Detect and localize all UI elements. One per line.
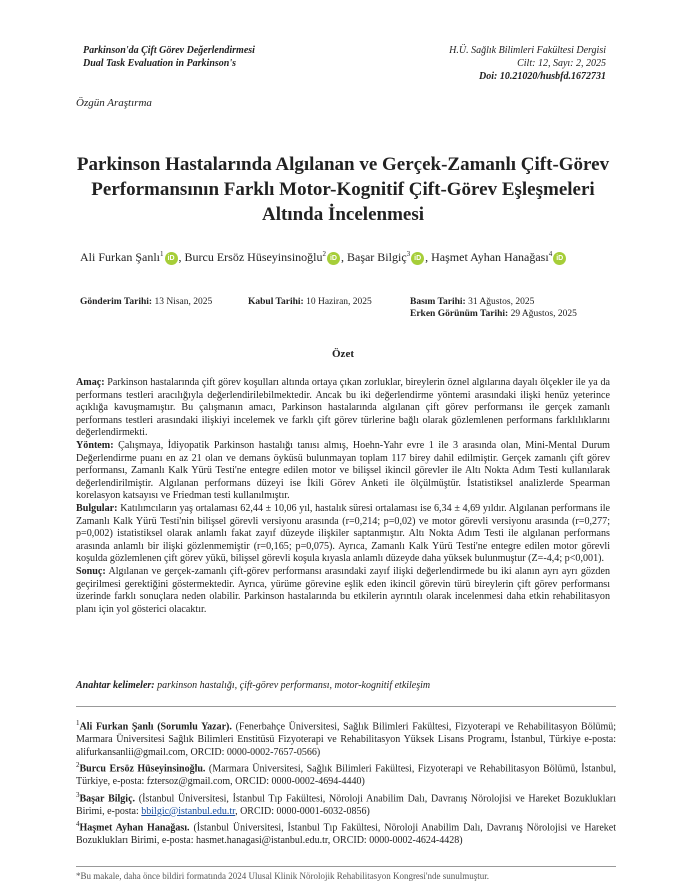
author-footnotes: [76, 717, 616, 848]
author-affiliation-mark: 2: [322, 250, 326, 258]
paper-title: Parkinson Hastalarında Algılanan ve Gerçek-Zamanlı Çift-Görev Performansının Farklı Motor-Kognitif Çift-Görev Eşleşmeleri Altında İncelenmesi: [76, 154, 610, 225]
early-view-date: Erken Görünüm Tarihi: 29 Ağustos, 2025: [410, 309, 577, 319]
published-date: Basım Tarihi: 31 Ağustos, 2025: [410, 297, 535, 307]
orcid-icon[interactable]: iD: [327, 252, 340, 265]
running-title-en: Dual Task Evaluation in Parkinson's: [83, 58, 237, 69]
footnote: $^1$Ali Furkan Şanlı (Sorumlu Yazar). (Fenerbahçe Üniversitesi, Sağlık Bilimleri Fakültesi, Fizyoterapi ve Rehabilitasyon Bölümü; Marmara Üniversitesi Sağlık Bilimleri Enstitüsü Fizyoterapi ve Rehabilitasyon Yüksek Lisans Programı, İstanbul, Türkiye e-posta: alifurkansanlii@gmail.com, ORCID: 0000-0002-7657-0566): [76, 719, 617, 758]
journal-name: H.Ü. Sağlık Bilimleri Fakültesi Dergisi: [449, 45, 606, 56]
orcid-icon[interactable]: iD: [411, 252, 424, 265]
footnote: $^2$Burcu Ersöz Hüseyinsinoğlu. (Marmara Üniversitesi, Sağlık Bilimleri Fakültesi, Fizyoterapi ve Rehabilitasyon Bölümü, İstanbul, Türkiye, e-posta: fztersoz@gmail.com, ORCID: 0000-0002-4694-4440): [76, 761, 616, 788]
submitted-date: Gönderim Tarihi: 13 Nisan, 2025: [80, 297, 213, 307]
footnote-divider-bottom: [76, 866, 616, 867]
email-link[interactable]: bbilgic@istanbul.edu.tr: [141, 805, 236, 817]
author-affiliation-mark: 1: [160, 250, 164, 258]
presentation-note: *Bu makale, daha önce bildiri formatında 2024 Ulusal Klinik Nörolojik Rehabilitasyon Kongresi'nde sunulmuştur.: [76, 871, 490, 881]
footnote: $^3$Başar Bilgiç. (İstanbul Üniversitesi, İstanbul Tıp Fakültesi, Nöroloji Anabilim Dalı, Davranış Nörolojisi ve Hareket Bozuklukları Birimi, e-posta: bbilgic@istanbul.edu.tr, ORCID: 0000-0001-6032-0856): [76, 790, 616, 817]
author-affiliation-mark: 3: [406, 250, 411, 258]
abstract-method: Yöntem: Çalışmaya, İdiyopatik Parkinson hastalığı tanısı almış, Hoehn-Yahr evre 1 ile 3 arasında olan, Mini-Mental Durum Değerlendirme puanı en az 21 olan ve demans öyküsü bulunmayan toplam 117 birey dahil edilmiştir. Gerçek zamanlı çift görev performansı, Zamanlı Kalk Yürü Testi'ne entegre edilen motor ve bilişsel ikincil görevler ile Altı Nokta Adım Testi kullanılarak değerlendirilmiştir. Algılanan performans düzeyi ise İkili Görev Anketi ile ölçülmüştür. İstatistiksel analizlerde Spearman korelasyon katsayısı ve Friedman testi kullanılmıştır.: [76, 439, 610, 502]
author-name: Başar Bilgiç: [346, 250, 407, 264]
abstract-aim: Amaç: Parkinson hastalarında çift görev koşulları altında ortaya çıkan zorluklar, bireylerin öznel algılarına dayalı ölçekler ile ya da performans testleri aracılığıyla değerlendirilebilmektedir. Ancak bu iki değerlendirme yöntemi arasındaki ilişki henüz yeterince açıklığa kavuşmamıştır. Bu çalışmanın amacı, Parkinson hastalarında algılanan çift görev performansı ile gerçek zamanlı performans testleri arasındaki ilişkiyi incelemek ve farklı çift görev türlerine bağlı olarak gözlemlenen performans farklılıklarını değerlendirmekti.: [76, 377, 610, 439]
footnote-divider: [76, 706, 616, 707]
orcid-icon[interactable]: iD: [165, 252, 178, 265]
published-dates: [410, 296, 577, 320]
abstract-heading: Özet: [332, 348, 354, 360]
abstract-results: Bulgular: Katılımcıların yaş ortalaması 62,44 ± 10,06 yıl, hastalık süresi ortalaması ise 6,34 ± 4,69 yıldır. Algılanan performans ile Zamanlı Kalk Yürü Testi'nin bilişsel görevli versiyonu arasında (r=0,214; p=0,02) ve motor görevli versiyonu arasında (r=0,277; p=0,002) istatistiksel olarak anlamlı fakat zayıf düzeyde ilişkiler saptanmıştır. Altı Nokta Adım Testi ile algılanan performans arasında anlamlı bir ilişki gözlenmemiştir (r=0,165; p=0,075). Ayrıca, Zamanlı Kalk Yürü Testi'ne entegre edilen motor görevli koşulda gözlemlenen çift görev yükü, bilişsel görevli koşula kıyasla anlamlı düzeyde daha yüksek bulunmuştur (Z=-4,4; p<0,001).: [76, 502, 610, 565]
author-affiliation-mark: 4: [548, 250, 553, 258]
author-name: Ali Furkan Şanlı: [80, 250, 160, 264]
orcid-icon[interactable]: iD: [553, 252, 566, 265]
doi: Doi: 10.21020/husbfd.1672731: [479, 71, 606, 82]
running-header-left: [83, 44, 255, 70]
footnote: $^4$Haşmet Ayhan Hanağası. (İstanbul Üniversitesi, İstanbul Tıp Fakültesi, Nöroloji Anabilim Dalı, Davranış Nörolojisi ve Hareket Bozuklukları Birimi, e-posta: hasmet.hanagasi@istanbul.edu.tr, ORCID: 0000-0002-4624-4428): [76, 820, 616, 847]
keywords: Anahtar kelimeler: parkinson hastalığı, çift-görev performansı, motor-kognitif etkileşim: [76, 680, 431, 691]
abstract-body: [76, 377, 610, 616]
running-header-right: [449, 44, 606, 83]
running-title-tr: Parkinson'da Çift Görev Değerlendirmesi: [83, 45, 255, 56]
author-name: Burcu Ersöz Hüseyinsinoğlu: [184, 250, 323, 264]
article-type: Özgün Araştırma: [76, 97, 152, 109]
abstract-conclusion: Sonuç: Algılanan ve gerçek-zamanlı çift-görev performansı arasındaki zayıf ilişki değerlendirmede bu iki alanın ayrı ayrı gözden geçirilmesi gerektiğini göstermektedir. Ayrıca, yürüme görevine eşlik eden ikincil görevin türü bireylerin çift görev performansı üzerinde farklı sonuçlara neden olabilir. Parkinson hastalarında bu etkilerin ayrıntılı olarak incelenmesi daha etkin rehabilitasyon planı için yol gösterici olacaktır.: [76, 565, 610, 615]
author-name: Haşmet Ayhan Hanağası: [431, 250, 549, 264]
author-list: Ali Furkan Şanlı$^1$iD , Burcu Ersöz Hüseyinsinoğlu$^2$iD , Başar Bilgiç$^3$iD , Haşmet Ayhan Hanağası$^4$iD: [80, 250, 567, 265]
journal-volume: Cilt: 12, Sayı: 2, 2025: [517, 58, 606, 69]
accepted-date: Kabul Tarihi: 10 Haziran, 2025: [248, 297, 372, 307]
